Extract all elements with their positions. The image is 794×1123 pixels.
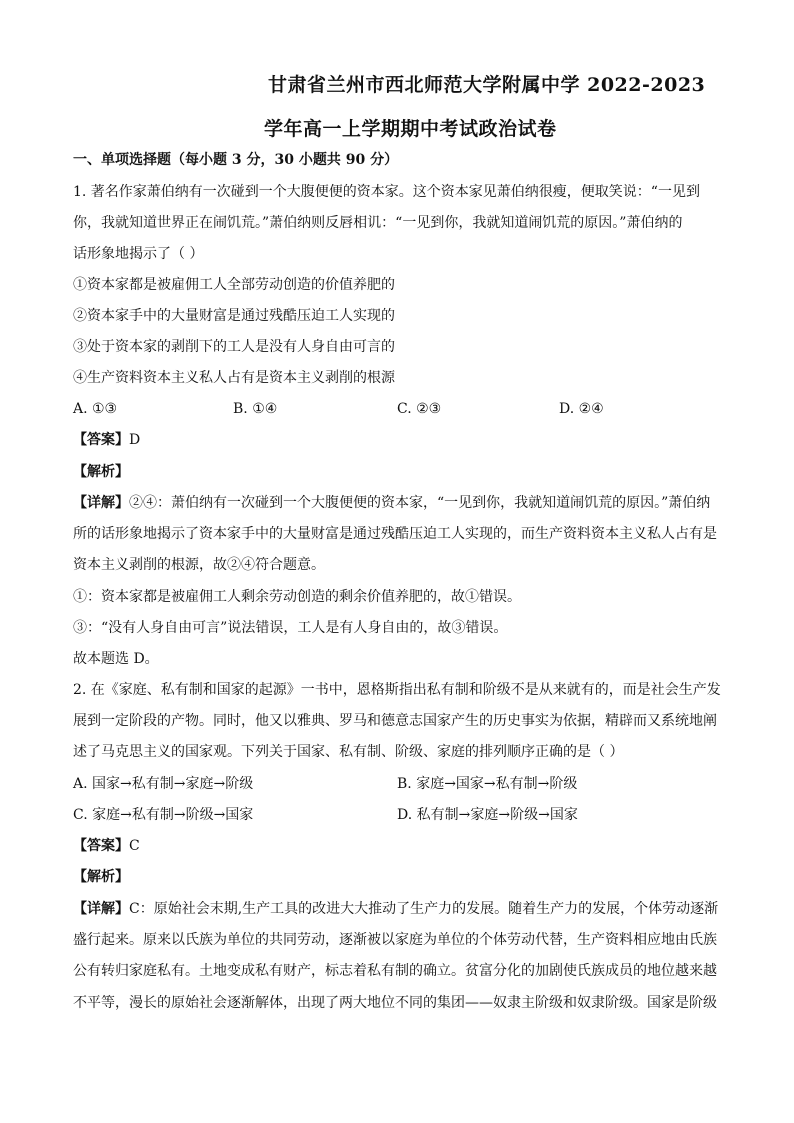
q1-detail-line: 所的话形象地揭示了资本家手中的大量财富是通过残酷压迫工人实现的，而生产资料资本主义私人占有是 xyxy=(73,526,717,542)
document-title-line-1: 甘肃省兰州市西北师范大学附属中学 2022-2023 xyxy=(268,74,706,96)
q1-analysis-label: 【解析】 xyxy=(73,464,129,480)
q2-detail-line: 不平等，漫长的原始社会逐渐解体，出现了两大地位不同的集团——奴隶主阶级和奴隶阶级。国家是阶级 xyxy=(73,995,717,1011)
q1-stem-line: 话形象地揭示了（ ） xyxy=(73,246,204,262)
q1-statement: ②资本家手中的大量财富是通过残酷压迫工人实现的 xyxy=(73,308,395,324)
detail-text: ②④：萧伯纳有一次碰到一个大腹便便的资本家，“一见到你，我就知道闹饥荒的原因。”萧伯纳 xyxy=(129,495,711,511)
answer-label: 【答案】 xyxy=(73,838,129,854)
q2-option-c: C. 家庭→私有制→阶级→国家 xyxy=(73,807,254,823)
detail-text: C：原始社会末期,生产工具的改进大大推动了生产力的发展。随着生产力的发展，个体劳动逐渐 xyxy=(129,901,719,917)
q1-answer xyxy=(73,430,723,450)
q2-detail-line: 盛行起来。原来以氏族为单位的共同劳动，逐渐被以家庭为单位的个体劳动代替，生产资料相应地由氏族 xyxy=(73,932,717,948)
q1-detail-line: 资本主义剥削的根源，故②④符合题意。 xyxy=(73,557,325,573)
q2-stem-line: 展到一定阶段的产物。同时，他又以雅典、罗马和德意志国家产生的历史事实为依据，精辟而又系统地阐 xyxy=(73,713,717,729)
q1-stem-line: 你，我就知道世界正在闹饥荒。”萧伯纳则反唇相讥：“一见到你，我就知道闹饥荒的原因。”萧伯纳的 xyxy=(73,215,683,231)
answer-label: 【答案】 xyxy=(73,432,129,448)
answer-value: C xyxy=(129,838,140,854)
q2-stem-line: 2. 在《家庭、私有制和国家的起源》一书中，恩格斯指出私有制和阶级不是从来就有的，而是社会生产发 xyxy=(73,682,721,698)
q1-detail-line xyxy=(73,493,723,513)
q2-option-a: A. 国家→私有制→家庭→阶级 xyxy=(73,776,254,792)
q1-statement: ①资本家都是被雇佣工人全部劳动创造的价值养肥的 xyxy=(73,277,395,293)
q1-option-d: D. ②④ xyxy=(559,401,604,417)
q1-statement: ③处于资本家的剥削下的工人是没有人身自由可言的 xyxy=(73,339,395,355)
q1-detail-line: ①：资本家都是被雇佣工人剩余劳动创造的剩余价值养肥的，故①错误。 xyxy=(73,589,521,605)
q1-option-a: A. ①③ xyxy=(73,401,118,417)
q2-answer xyxy=(73,836,723,856)
detail-label: 【详解】 xyxy=(73,495,129,511)
q1-stem-line: 1. 著名作家萧伯纳有一次碰到一个大腹便便的资本家。这个资本家见萧伯纳很瘦，便取笑说：“一见到 xyxy=(73,184,700,200)
q2-option-d: D. 私有制→家庭→阶级→国家 xyxy=(397,807,578,823)
q2-detail-line: 公有转归家庭私有。土地变成私有财产，标志着私有制的确立。贫富分化的加剧使氏族成员的地位越来越 xyxy=(73,963,717,979)
q2-option-b: B. 家庭→国家→私有制→阶级 xyxy=(397,776,578,792)
q1-detail-line: 故本题选 D。 xyxy=(73,651,159,667)
detail-label: 【详解】 xyxy=(73,901,129,917)
q2-stem-line: 述了马克思主义的国家观。下列关于国家、私有制、阶级、家庭的排列顺序正确的是（ ） xyxy=(73,744,624,760)
answer-value: D xyxy=(129,432,141,448)
q1-detail-line: ③：“没有人身自由可言”说法错误，工人是有人身自由的，故③错误。 xyxy=(73,620,508,636)
q1-statement: ④生产资料资本主义私人占有是资本主义剥削的根源 xyxy=(73,370,395,386)
q2-analysis-label: 【解析】 xyxy=(73,869,129,885)
document-title-line-2: 学年高一上学期期中考试政治试卷 xyxy=(264,118,557,140)
section-heading: 一、单项选择题（每小题 3 分，30 小题共 90 分） xyxy=(73,152,399,168)
q2-detail-line xyxy=(73,899,723,919)
q1-option-c: C. ②③ xyxy=(397,401,442,417)
q1-option-b: B. ①④ xyxy=(233,401,278,417)
